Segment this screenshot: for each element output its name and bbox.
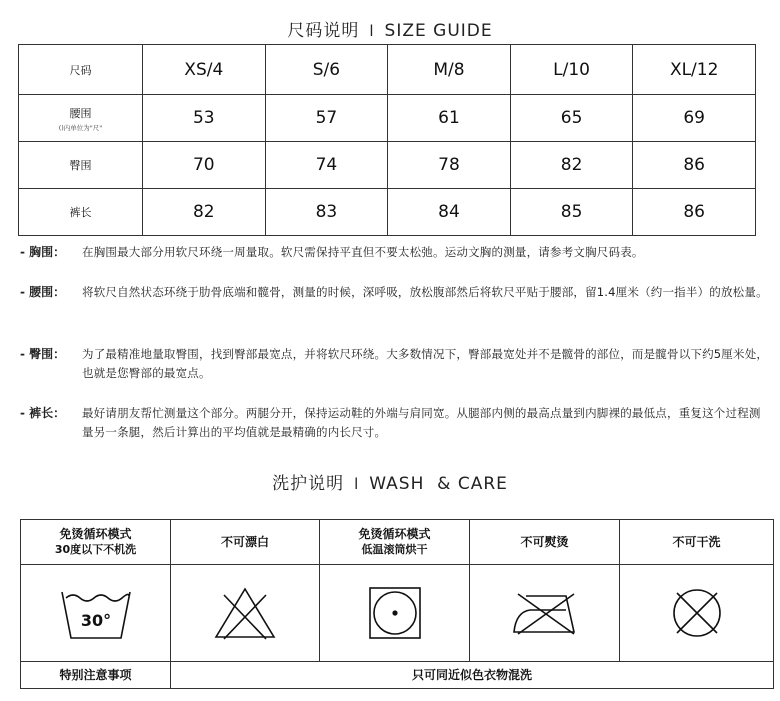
length-xl: 86 [633, 189, 756, 236]
care-label-line2: 低温滚筒烘干 [361, 543, 428, 556]
size-m: M/8 [388, 45, 511, 95]
no-iron-icon [508, 588, 582, 638]
care-footer-text: 只可同近似色衣物混洗 [171, 662, 774, 689]
care-label-line1: 免烫循环模式 [358, 527, 431, 541]
care-label-line2: 30度以下不机洗 [54, 543, 137, 556]
note-label: - 裤长： [20, 406, 66, 420]
care-icon-cell [470, 565, 620, 662]
care-label-cell [171, 520, 320, 565]
care-label-line1: 免烫循环模式 [59, 527, 132, 541]
length-xs: 82 [143, 189, 266, 236]
length-s: 83 [265, 189, 388, 236]
care-label-cell [620, 520, 774, 565]
size-header-label: 尺码 [19, 45, 143, 95]
care-icon-cell [320, 565, 470, 662]
note-text: 为了最精准地量取臀围，找到臀部最宽点，并将软尺环绕。大多数情况下，臀部最宽处并不是髋骨的部位，而是髋骨以下约5厘米处，也就是您臀部的最宽点。 [82, 347, 769, 380]
wash-care-title-en: WASH & CARE [369, 474, 508, 494]
title-separator: l [354, 475, 360, 493]
waist-label-cell [19, 95, 143, 142]
waist-unit-note: ()内单位为"尺" [58, 123, 103, 132]
care-label-cell [320, 520, 470, 565]
care-label-line1: 不可干洗 [672, 535, 721, 549]
hip-l: 82 [510, 142, 633, 189]
size-table [18, 44, 756, 236]
hip-xs: 70 [143, 142, 266, 189]
size-guide-title [0, 16, 780, 41]
care-label-cell [21, 520, 171, 565]
wash-30-icon [59, 584, 133, 642]
no-bleach-icon [210, 585, 280, 641]
note-waist [20, 283, 772, 302]
note-length [20, 404, 772, 442]
table-row [19, 142, 756, 189]
care-footer-label: 特别注意事项 [21, 662, 171, 689]
note-chest [20, 243, 772, 262]
note-text: 将软尺自然状态环绕于肋骨底端和髋骨，测量的时候，深呼吸，放松腹部然后将软尺平贴于腰部，留1.4厘米（约一指半）的放松量。 [82, 285, 768, 299]
waist-m: 61 [388, 95, 511, 142]
size-l: L/10 [510, 45, 633, 95]
hip-m: 78 [388, 142, 511, 189]
care-label-cell [470, 520, 620, 565]
waist-l: 65 [510, 95, 633, 142]
care-icon-row [21, 565, 774, 662]
care-label-row [21, 520, 774, 565]
hip-label: 臀围 [19, 142, 143, 189]
size-header-row [19, 45, 756, 95]
table-row [19, 95, 756, 142]
note-label: - 臀围： [20, 347, 66, 361]
tumble-dry-low-icon [367, 585, 423, 641]
length-label: 裤长 [19, 189, 143, 236]
size-xs: XS/4 [143, 45, 266, 95]
note-label: - 胸围： [20, 245, 66, 259]
length-l: 85 [510, 189, 633, 236]
size-xl: XL/12 [633, 45, 756, 95]
note-text: 在胸围最大部分用软尺环绕一周量取。软尺需保持平直但不要太松弛。运动文胸的测量，请参考文胸尺码表。 [82, 245, 644, 259]
table-row [19, 189, 756, 236]
care-label-line1: 不可熨烫 [520, 535, 569, 549]
length-m: 84 [388, 189, 511, 236]
waist-xl: 69 [633, 95, 756, 142]
waist-s: 57 [265, 95, 388, 142]
care-icon-cell [620, 565, 774, 662]
note-label: - 腰围： [20, 285, 66, 299]
size-guide-title-en: SIZE GUIDE [384, 21, 493, 41]
hip-s: 74 [265, 142, 388, 189]
title-separator: l [369, 22, 375, 40]
care-icon-cell [21, 565, 171, 662]
wash-care-title-cn: 洗护说明 [272, 474, 345, 494]
no-dryclean-icon [669, 585, 725, 641]
note-hip [20, 345, 772, 383]
wash-temperature: 30° [80, 611, 111, 630]
wash-care-title [0, 469, 780, 494]
size-guide-title-cn: 尺码说明 [287, 21, 360, 41]
care-icon-cell [171, 565, 320, 662]
note-text: 最好请朋友帮忙测量这个部分。两腿分开，保持运动鞋的外端与肩同宽。从腿部内侧的最高点量到内脚裸的最低点，重复这个过程测量另一条腿，然后计算出的平均值就是最精确的内长尺寸。 [82, 406, 761, 439]
waist-xs: 53 [143, 95, 266, 142]
hip-xl: 86 [633, 142, 756, 189]
size-s: S/6 [265, 45, 388, 95]
care-table [20, 519, 774, 689]
waist-label: 腰围 [69, 106, 92, 120]
care-footer-row [21, 662, 774, 689]
care-label-line1: 不可漂白 [220, 535, 269, 549]
